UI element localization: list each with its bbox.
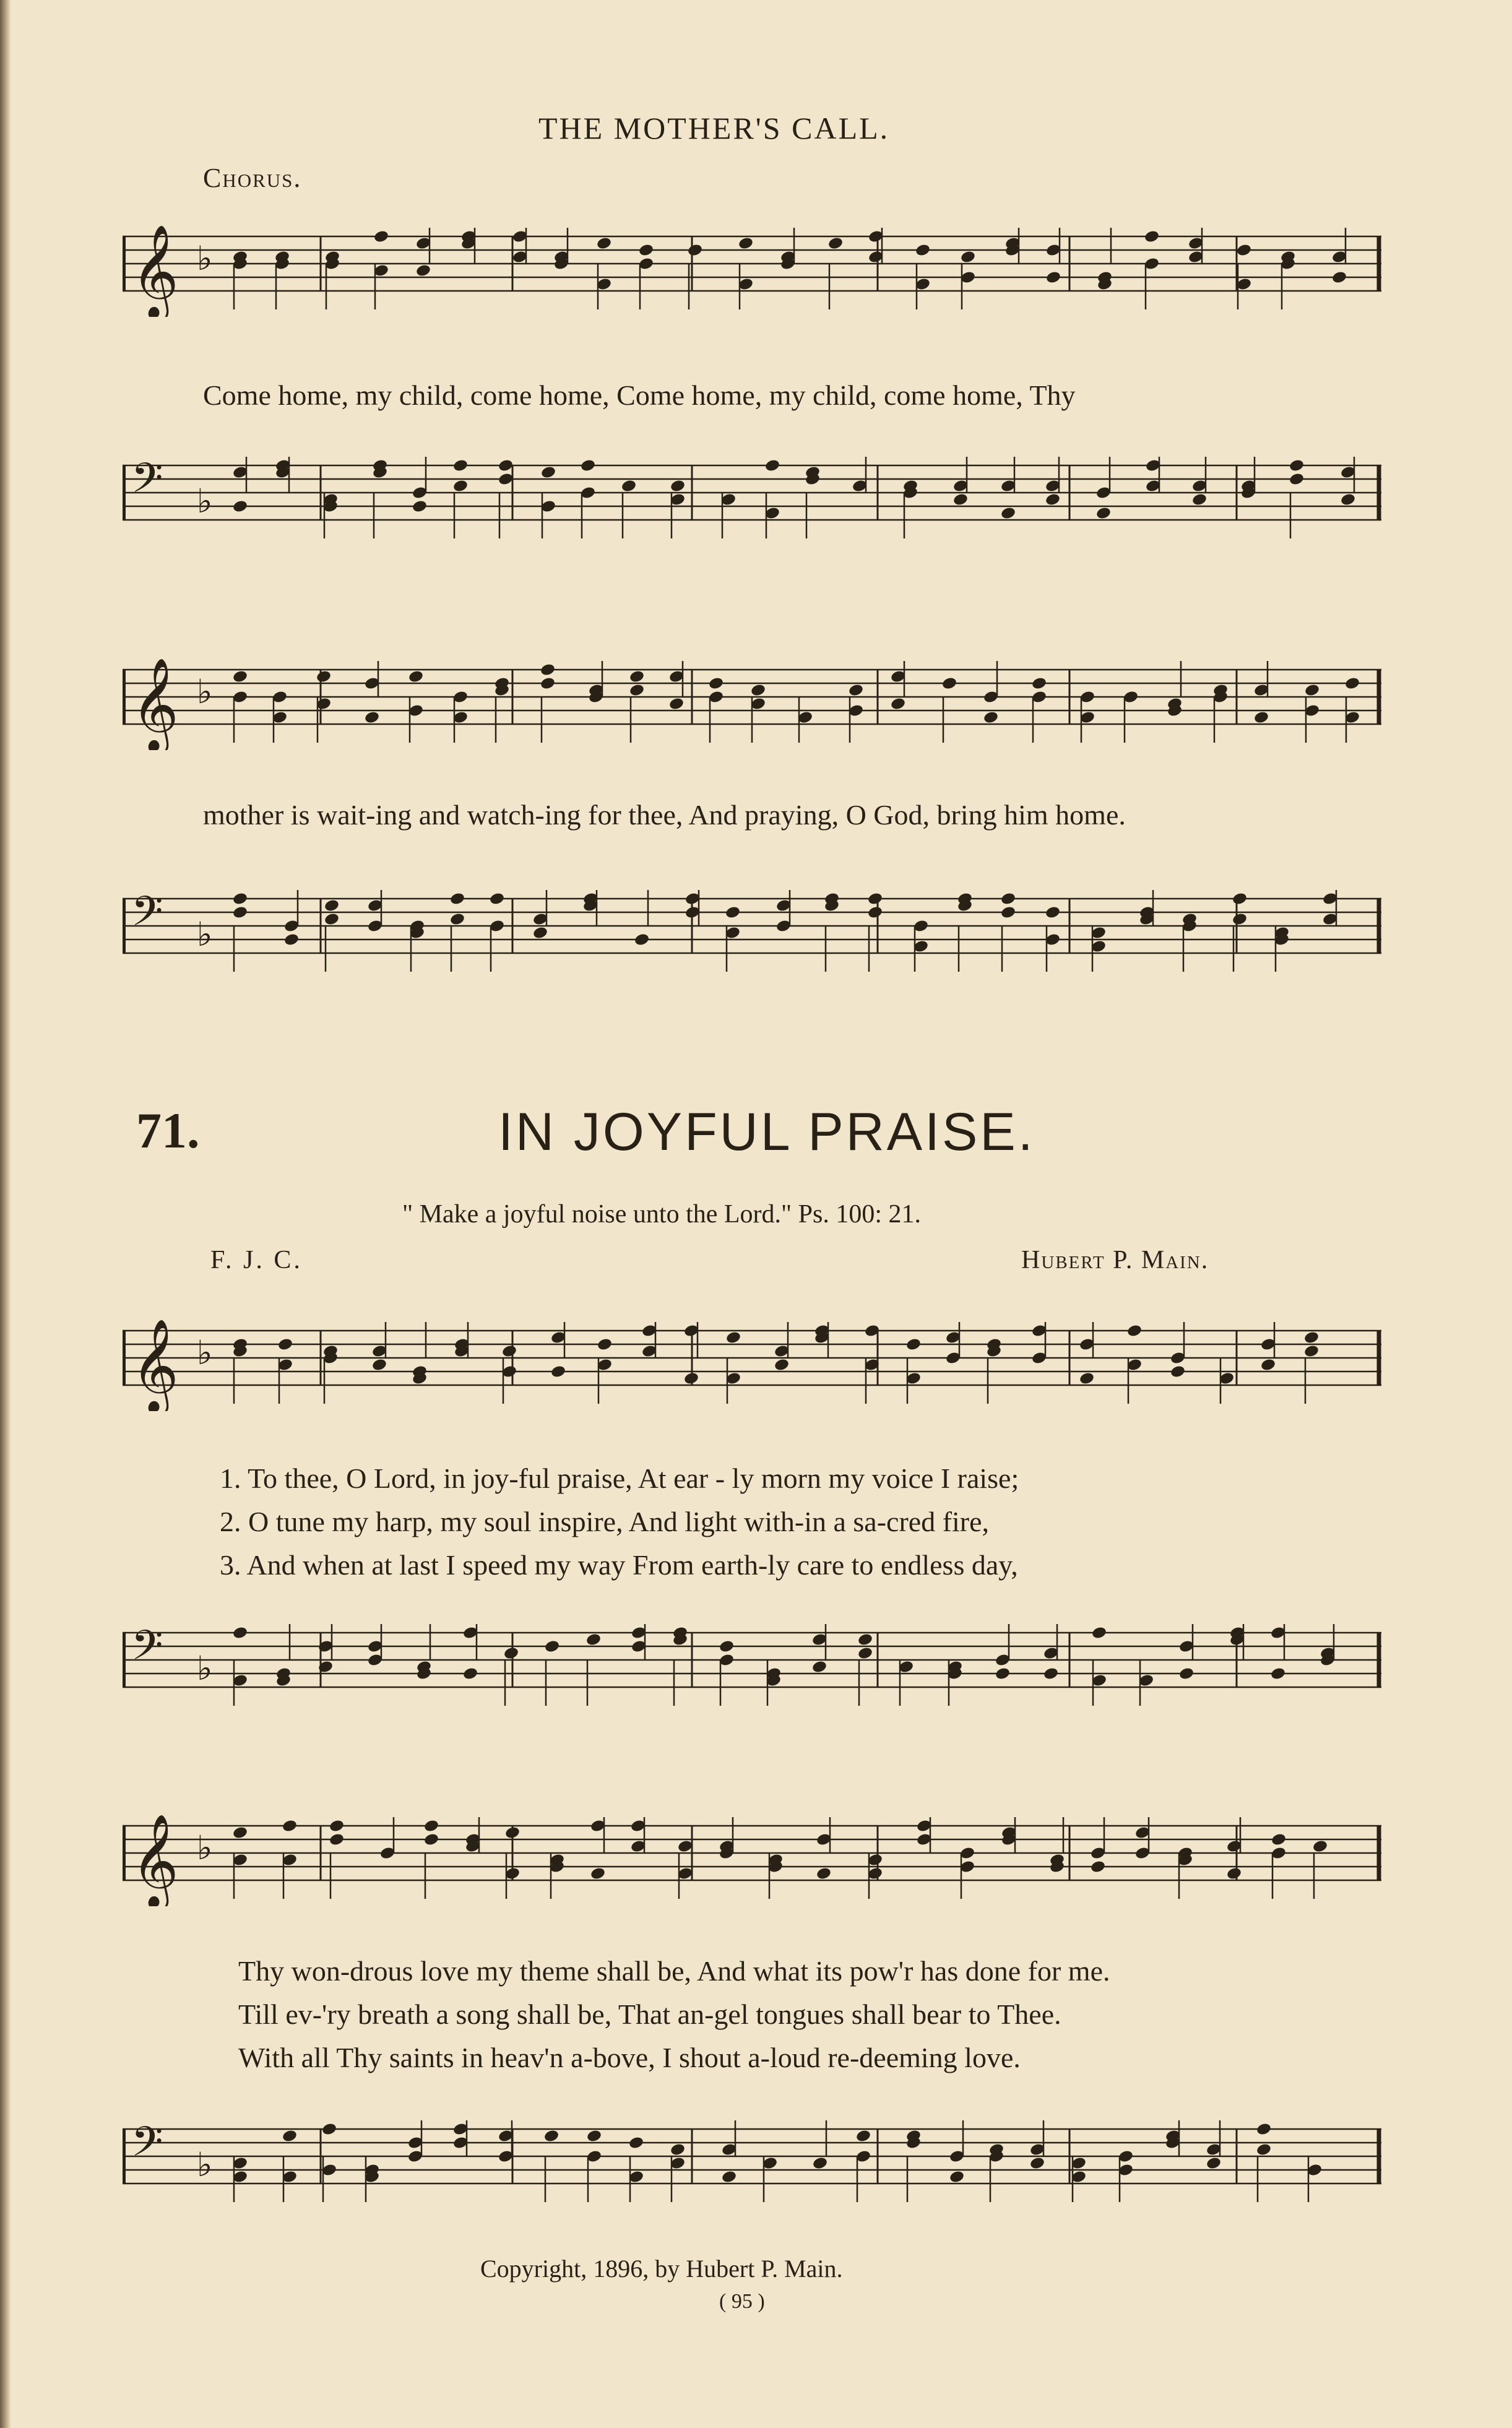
notehead [532, 926, 548, 940]
notehead [596, 236, 612, 251]
notehead [721, 2170, 737, 2184]
bass-clef-icon: 𝄢 [131, 454, 163, 512]
treble-staff [123, 1813, 1381, 1906]
notehead [670, 2143, 686, 2157]
notehead [585, 1633, 602, 1647]
treble-staff [123, 224, 1381, 317]
chorus-system-2-treble [123, 657, 1381, 750]
notehead [232, 1826, 248, 1840]
notehead [1270, 1667, 1286, 1681]
notehead [1170, 1365, 1186, 1379]
notehead [621, 479, 637, 493]
notehead [949, 2170, 965, 2184]
notehead [774, 1358, 790, 1372]
notehead [324, 899, 340, 913]
notehead [719, 1640, 735, 1654]
flat-key-signature-icon: ♭ [197, 1649, 213, 1688]
treble-staff [123, 1318, 1381, 1411]
hymn-epigraph: " Make a joyful noise unto the Lord." Ps. 100: 21. [402, 1200, 922, 1229]
notehead [544, 1640, 560, 1654]
bass-staff [123, 886, 1381, 979]
notehead [282, 1819, 298, 1833]
notehead [412, 499, 428, 514]
notehead [1191, 493, 1207, 507]
notehead [857, 1633, 873, 1647]
chorus-system-1-treble [123, 224, 1381, 317]
treble-clef-icon: 𝄞 [131, 657, 179, 750]
verse-3-line-b: With all Thy saints in heav'n a-bove, I shout a-loud re-deeming love. [238, 2042, 1021, 2073]
notehead [1000, 905, 1016, 920]
notehead [995, 1667, 1011, 1681]
flat-key-signature-icon: ♭ [197, 239, 213, 278]
notehead [1331, 270, 1347, 285]
notehead [629, 670, 645, 684]
notehead [668, 697, 685, 711]
page-number: ( 95 ) [719, 2290, 765, 2313]
notehead [1271, 1833, 1287, 1847]
notehead [855, 2129, 871, 2143]
chorus-system-1-bass [123, 453, 1381, 546]
notehead [316, 670, 332, 684]
notehead [1000, 892, 1016, 906]
notehead [449, 912, 465, 927]
notehead [590, 1867, 606, 1881]
notehead [638, 243, 654, 257]
flat-key-signature-icon: ♭ [197, 482, 213, 521]
notehead [1303, 1331, 1320, 1345]
notehead [282, 2129, 298, 2143]
notehead [1232, 912, 1248, 927]
chorus-system-2-bass [123, 886, 1381, 979]
bass-staff [123, 453, 1381, 546]
copyright-notice: Copyright, 1896, by Hubert P. Main. [480, 2255, 843, 2283]
notehead [915, 243, 931, 257]
notehead [725, 905, 741, 920]
notehead [586, 2129, 602, 2143]
bass-clef-icon: 𝄢 [131, 2118, 163, 2175]
notehead [1232, 892, 1248, 906]
notehead [543, 2129, 559, 2143]
notehead [1344, 676, 1360, 691]
notehead [1260, 1358, 1276, 1372]
notehead [1206, 2156, 1222, 2171]
chorus-lyrics-line-2: mother is wait-ing and watch-ing for thee, And praying, O God, bring him home. [203, 799, 1126, 831]
hymn-title: IN JOYFUL PRAISE. [498, 1102, 1035, 1162]
notehead [277, 1337, 293, 1352]
verse-3-line-a: 3. And when at last I speed my way From earth-ly care to endless day, [220, 1549, 1018, 1581]
notehead [1340, 493, 1356, 507]
notehead [687, 243, 703, 257]
notehead [1256, 2122, 1272, 2136]
notehead [1043, 1667, 1059, 1681]
hymn-number: 71. [136, 1102, 200, 1159]
notehead [540, 465, 556, 480]
notehead [504, 1826, 521, 1840]
notehead [812, 2156, 828, 2171]
music-credit: Hubert P. Main. [1021, 1246, 1209, 1274]
notehead [738, 236, 754, 251]
bass-staff [123, 1620, 1381, 1713]
notehead [452, 459, 469, 473]
notehead [232, 905, 248, 920]
notehead [816, 1867, 832, 1881]
notehead [708, 676, 724, 691]
notehead [1126, 1324, 1143, 1338]
notehead [670, 479, 686, 493]
notehead [725, 1331, 741, 1345]
hymn-system-2-bass [123, 2117, 1381, 2210]
page-edge [0, 0, 11, 2428]
notehead [1090, 1860, 1106, 1874]
notehead [364, 711, 380, 725]
notehead [462, 1667, 478, 1681]
bass-clef-icon: 𝄢 [131, 888, 163, 945]
notehead [501, 1344, 517, 1359]
notehead [498, 472, 514, 486]
notehead [905, 1337, 922, 1352]
notehead [1226, 1867, 1242, 1881]
notehead [811, 1660, 827, 1674]
notehead [324, 912, 340, 927]
notehead [232, 499, 248, 514]
notehead [329, 1819, 345, 1833]
bass-staff [123, 2117, 1381, 2210]
words-credit: F. J. C. [210, 1246, 303, 1274]
notehead [983, 711, 999, 725]
notehead [415, 264, 431, 278]
notehead [597, 1337, 613, 1352]
notehead [489, 892, 505, 906]
notehead [867, 905, 883, 920]
notehead [941, 676, 957, 691]
notehead [423, 1833, 439, 1847]
notehead [750, 683, 766, 698]
notehead [373, 230, 389, 244]
notehead [452, 479, 469, 493]
notehead [329, 1833, 345, 1847]
notehead [764, 459, 780, 473]
treble-staff [123, 657, 1381, 750]
notehead [1178, 1667, 1194, 1681]
notehead [1000, 506, 1016, 521]
flat-key-signature-icon: ♭ [197, 2145, 213, 2184]
notehead [550, 1365, 566, 1379]
chorus-label: Chorus. [203, 163, 302, 193]
hymn-system-1-bass [123, 1620, 1381, 1713]
notehead [1144, 230, 1160, 244]
notehead [890, 697, 906, 711]
notehead [449, 892, 465, 906]
verse-1-line-a: 1. To thee, O Lord, in joy-ful praise, At ear - ly morn my voice I raise; [220, 1462, 1019, 1494]
chorus-lyrics-line-1: Come home, my child, come home, Come home, my child, come home, Thy [203, 379, 1076, 411]
notehead [1289, 459, 1305, 473]
verse-2-line-a: 2. O tune my harp, my soul inspire, And light with-in a sa-cred fire, [220, 1506, 990, 1537]
notehead [827, 236, 844, 251]
notehead [232, 892, 248, 906]
flat-key-signature-icon: ♭ [197, 915, 213, 954]
notehead [1045, 905, 1061, 920]
notehead [1256, 2143, 1272, 2157]
treble-clef-icon: 𝄞 [131, 1813, 179, 1906]
notehead [1304, 683, 1320, 698]
notehead [683, 1372, 699, 1386]
notehead [283, 933, 300, 947]
hymn-system-2-treble [123, 1813, 1381, 1906]
notehead [1095, 506, 1112, 521]
notehead [232, 670, 248, 684]
treble-clef-icon: 𝄞 [131, 224, 179, 317]
notehead [867, 892, 883, 906]
notehead [1031, 676, 1047, 691]
notehead [540, 676, 556, 691]
notehead [1079, 1372, 1095, 1386]
notehead [1091, 1626, 1107, 1640]
notehead [960, 250, 976, 264]
flat-key-signature-icon: ♭ [197, 1828, 213, 1867]
treble-clef-icon: 𝄞 [131, 1318, 179, 1411]
notehead [371, 1358, 387, 1372]
notehead [498, 459, 514, 473]
verse-1-line-b: Thy won-drous love my theme shall be, And what its pow'r has done for me. [238, 1955, 1110, 1987]
notehead [628, 2136, 644, 2150]
notehead [677, 1839, 693, 1854]
notehead [232, 1626, 248, 1640]
notehead [580, 459, 596, 473]
flat-key-signature-icon: ♭ [197, 1333, 213, 1372]
notehead [629, 683, 645, 698]
notehead [1029, 2156, 1045, 2171]
notehead [857, 1646, 873, 1661]
notehead [423, 1819, 439, 1833]
notehead [1045, 270, 1061, 285]
notehead [953, 493, 969, 507]
notehead [503, 1646, 519, 1661]
notehead [634, 933, 650, 947]
page-title: THE MOTHER'S CALL. [538, 111, 890, 145]
flat-key-signature-icon: ♭ [197, 672, 213, 711]
notehead [1303, 1344, 1320, 1359]
notehead [321, 2122, 337, 2136]
notehead [1236, 243, 1252, 257]
notehead [540, 663, 556, 677]
notehead [1253, 711, 1269, 725]
notehead [1289, 472, 1305, 486]
notehead [848, 683, 864, 698]
verse-2-line-b: Till ev-'ry breath a song shall be, That an-gel tongues shall bear to Thee. [238, 1998, 1061, 2030]
notehead [1045, 493, 1061, 507]
bass-clef-icon: 𝄢 [131, 1622, 163, 1679]
notehead [1312, 1839, 1328, 1854]
hymn-system-1-treble [123, 1318, 1381, 1411]
notehead [408, 670, 424, 684]
